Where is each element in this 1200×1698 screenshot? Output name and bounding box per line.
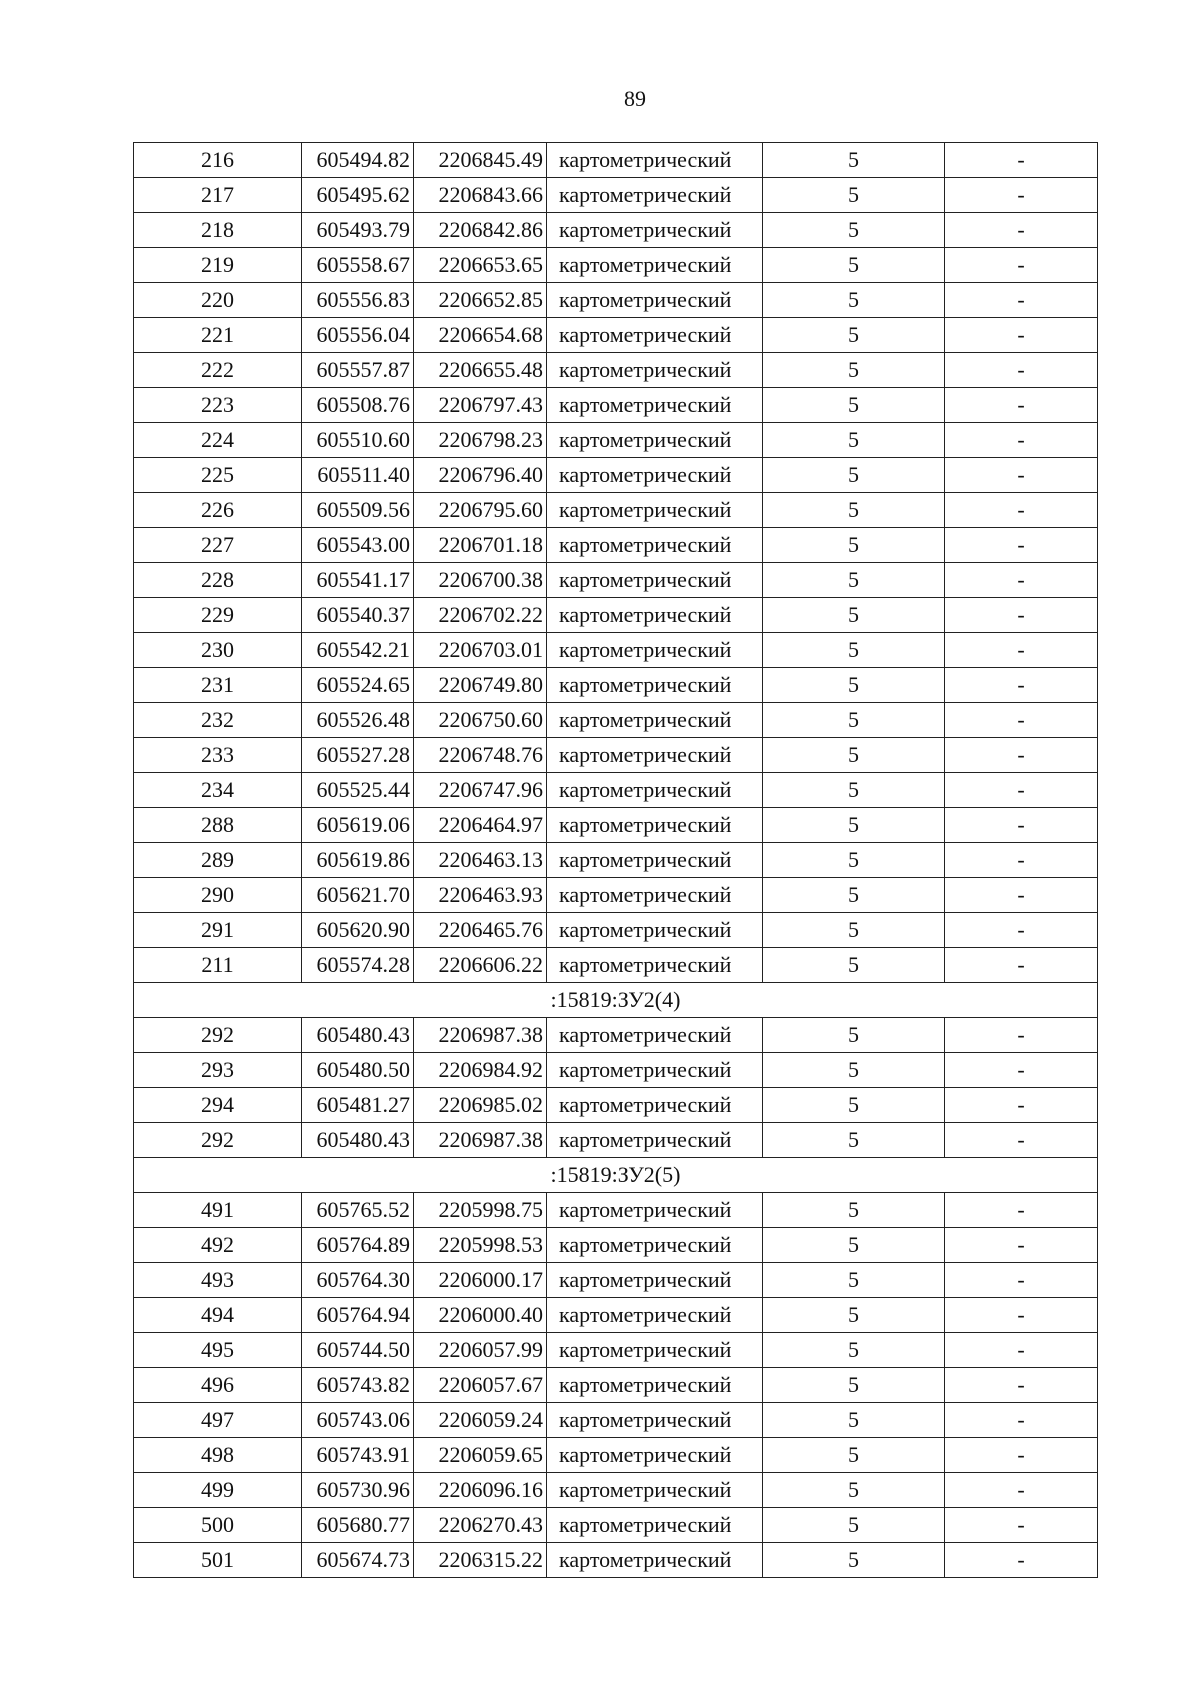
table-row (134, 1438, 1098, 1473)
x-coordinate-cell: 605541.17 (302, 563, 414, 598)
x-coordinate-cell: 605557.87 (302, 353, 414, 388)
y-coordinate-cell: 2206315.22 (414, 1543, 547, 1578)
y-coordinate-cell: 2206059.24 (414, 1403, 547, 1438)
y-coordinate-cell: 2206987.38 (414, 1018, 547, 1053)
table-row (134, 598, 1098, 633)
point-number-cell: 496 (134, 1368, 302, 1403)
table-row (134, 528, 1098, 563)
y-coordinate-cell: 2206702.22 (414, 598, 547, 633)
accuracy-cell: 5 (763, 808, 945, 843)
method-cell: картометрический (547, 1298, 763, 1333)
x-coordinate-cell: 605764.89 (302, 1228, 414, 1263)
table-row (134, 738, 1098, 773)
accuracy-cell: 5 (763, 1193, 945, 1228)
table-row (134, 633, 1098, 668)
x-coordinate-cell: 605542.21 (302, 633, 414, 668)
method-cell: картометрический (547, 1438, 763, 1473)
method-cell: картометрический (547, 283, 763, 318)
accuracy-cell: 5 (763, 668, 945, 703)
point-number-cell: 226 (134, 493, 302, 528)
method-cell: картометрический (547, 528, 763, 563)
method-cell: картометрический (547, 1123, 763, 1158)
y-coordinate-cell: 2206750.60 (414, 703, 547, 738)
method-cell: картометрический (547, 143, 763, 178)
x-coordinate-cell: 605621.70 (302, 878, 414, 913)
y-coordinate-cell: 2206606.22 (414, 948, 547, 983)
table-row (134, 1018, 1098, 1053)
accuracy-cell: 5 (763, 563, 945, 598)
accuracy-cell: 5 (763, 283, 945, 318)
note-cell: - (945, 843, 1098, 878)
accuracy-cell: 5 (763, 1403, 945, 1438)
note-cell: - (945, 598, 1098, 633)
note-cell: - (945, 1123, 1098, 1158)
note-cell: - (945, 913, 1098, 948)
table-row (134, 318, 1098, 353)
note-cell: - (945, 773, 1098, 808)
table-row (134, 1508, 1098, 1543)
x-coordinate-cell: 605558.67 (302, 248, 414, 283)
y-coordinate-cell: 2206463.13 (414, 843, 547, 878)
method-cell: картометрический (547, 773, 763, 808)
table-row (134, 668, 1098, 703)
note-cell: - (945, 738, 1098, 773)
point-number-cell: 223 (134, 388, 302, 423)
y-coordinate-cell: 2206096.16 (414, 1473, 547, 1508)
y-coordinate-cell: 2206984.92 (414, 1053, 547, 1088)
accuracy-cell: 5 (763, 633, 945, 668)
y-coordinate-cell: 2206749.80 (414, 668, 547, 703)
y-coordinate-cell: 2206057.99 (414, 1333, 547, 1368)
y-coordinate-cell: 2206985.02 (414, 1088, 547, 1123)
y-coordinate-cell: 2206701.18 (414, 528, 547, 563)
note-cell: - (945, 1543, 1098, 1578)
accuracy-cell: 5 (763, 1018, 945, 1053)
accuracy-cell: 5 (763, 1263, 945, 1298)
note-cell: - (945, 178, 1098, 213)
point-number-cell: 500 (134, 1508, 302, 1543)
point-number-cell: 289 (134, 843, 302, 878)
accuracy-cell: 5 (763, 1298, 945, 1333)
section-title: :15819:ЗУ2(5) (134, 1158, 1098, 1193)
point-number-cell: 230 (134, 633, 302, 668)
method-cell: картометрический (547, 1543, 763, 1578)
accuracy-cell: 5 (763, 1333, 945, 1368)
table-row (134, 1228, 1098, 1263)
x-coordinate-cell: 605493.79 (302, 213, 414, 248)
accuracy-cell: 5 (763, 843, 945, 878)
section-title: :15819:ЗУ2(4) (134, 983, 1098, 1018)
point-number-cell: 288 (134, 808, 302, 843)
method-cell: картометрический (547, 318, 763, 353)
y-coordinate-cell: 2206798.23 (414, 423, 547, 458)
note-cell: - (945, 1053, 1098, 1088)
point-number-cell: 292 (134, 1018, 302, 1053)
section-header-row (134, 1158, 1098, 1193)
x-coordinate-cell: 605574.28 (302, 948, 414, 983)
note-cell: - (945, 213, 1098, 248)
y-coordinate-cell: 2206842.86 (414, 213, 547, 248)
point-number-cell: 499 (134, 1473, 302, 1508)
table-row (134, 1193, 1098, 1228)
point-number-cell: 290 (134, 878, 302, 913)
method-cell: картометрический (547, 1228, 763, 1263)
point-number-cell: 225 (134, 458, 302, 493)
method-cell: картометрический (547, 458, 763, 493)
table-row (134, 248, 1098, 283)
table-row (134, 388, 1098, 423)
table-row (134, 283, 1098, 318)
x-coordinate-cell: 605743.82 (302, 1368, 414, 1403)
note-cell: - (945, 318, 1098, 353)
point-number-cell: 227 (134, 528, 302, 563)
y-coordinate-cell: 2206653.65 (414, 248, 547, 283)
y-coordinate-cell: 2206797.43 (414, 388, 547, 423)
accuracy-cell: 5 (763, 773, 945, 808)
note-cell: - (945, 388, 1098, 423)
method-cell: картометрический (547, 878, 763, 913)
y-coordinate-cell: 2206059.65 (414, 1438, 547, 1473)
point-number-cell: 220 (134, 283, 302, 318)
x-coordinate-cell: 605743.91 (302, 1438, 414, 1473)
y-coordinate-cell: 2206655.48 (414, 353, 547, 388)
note-cell: - (945, 458, 1098, 493)
x-coordinate-cell: 605480.43 (302, 1123, 414, 1158)
y-coordinate-cell: 2206000.40 (414, 1298, 547, 1333)
method-cell: картометрический (547, 493, 763, 528)
accuracy-cell: 5 (763, 1368, 945, 1403)
table-row (134, 1298, 1098, 1333)
method-cell: картометрический (547, 1403, 763, 1438)
coordinates-table-body (134, 143, 1098, 1578)
y-coordinate-cell: 2206748.76 (414, 738, 547, 773)
y-coordinate-cell: 2206463.93 (414, 878, 547, 913)
point-number-cell: 218 (134, 213, 302, 248)
x-coordinate-cell: 605481.27 (302, 1088, 414, 1123)
note-cell: - (945, 808, 1098, 843)
point-number-cell: 233 (134, 738, 302, 773)
x-coordinate-cell: 605480.43 (302, 1018, 414, 1053)
y-coordinate-cell: 2206464.97 (414, 808, 547, 843)
accuracy-cell: 5 (763, 143, 945, 178)
point-number-cell: 291 (134, 913, 302, 948)
y-coordinate-cell: 2206700.38 (414, 563, 547, 598)
note-cell: - (945, 1088, 1098, 1123)
x-coordinate-cell: 605730.96 (302, 1473, 414, 1508)
point-number-cell: 497 (134, 1403, 302, 1438)
x-coordinate-cell: 605510.60 (302, 423, 414, 458)
note-cell: - (945, 1508, 1098, 1543)
x-coordinate-cell: 605527.28 (302, 738, 414, 773)
note-cell: - (945, 248, 1098, 283)
x-coordinate-cell: 605556.83 (302, 283, 414, 318)
note-cell: - (945, 878, 1098, 913)
point-number-cell: 222 (134, 353, 302, 388)
accuracy-cell: 5 (763, 1088, 945, 1123)
accuracy-cell: 5 (763, 423, 945, 458)
note-cell: - (945, 668, 1098, 703)
method-cell: картометрический (547, 353, 763, 388)
point-number-cell: 217 (134, 178, 302, 213)
method-cell: картометрический (547, 1193, 763, 1228)
method-cell: картометрический (547, 1368, 763, 1403)
y-coordinate-cell: 2206270.43 (414, 1508, 547, 1543)
point-number-cell: 219 (134, 248, 302, 283)
note-cell: - (945, 1263, 1098, 1298)
note-cell: - (945, 948, 1098, 983)
accuracy-cell: 5 (763, 388, 945, 423)
y-coordinate-cell: 2205998.53 (414, 1228, 547, 1263)
y-coordinate-cell: 2206465.76 (414, 913, 547, 948)
accuracy-cell: 5 (763, 213, 945, 248)
point-number-cell: 216 (134, 143, 302, 178)
x-coordinate-cell: 605743.06 (302, 1403, 414, 1438)
y-coordinate-cell: 2206057.67 (414, 1368, 547, 1403)
point-number-cell: 492 (134, 1228, 302, 1263)
note-cell: - (945, 493, 1098, 528)
point-number-cell: 498 (134, 1438, 302, 1473)
note-cell: - (945, 703, 1098, 738)
note-cell: - (945, 1333, 1098, 1368)
method-cell: картометрический (547, 1508, 763, 1543)
y-coordinate-cell: 2206652.85 (414, 283, 547, 318)
x-coordinate-cell: 605674.73 (302, 1543, 414, 1578)
method-cell: картометрический (547, 808, 763, 843)
table-row (134, 1368, 1098, 1403)
x-coordinate-cell: 605526.48 (302, 703, 414, 738)
y-coordinate-cell: 2206845.49 (414, 143, 547, 178)
table-row (134, 878, 1098, 913)
note-cell: - (945, 1403, 1098, 1438)
x-coordinate-cell: 605508.76 (302, 388, 414, 423)
note-cell: - (945, 423, 1098, 458)
note-cell: - (945, 1438, 1098, 1473)
note-cell: - (945, 143, 1098, 178)
x-coordinate-cell: 605543.00 (302, 528, 414, 563)
accuracy-cell: 5 (763, 1228, 945, 1263)
accuracy-cell: 5 (763, 318, 945, 353)
method-cell: картометрический (547, 1333, 763, 1368)
accuracy-cell: 5 (763, 913, 945, 948)
x-coordinate-cell: 605619.86 (302, 843, 414, 878)
accuracy-cell: 5 (763, 493, 945, 528)
y-coordinate-cell: 2205998.75 (414, 1193, 547, 1228)
point-number-cell: 224 (134, 423, 302, 458)
point-number-cell: 294 (134, 1088, 302, 1123)
method-cell: картометрический (547, 1263, 763, 1298)
point-number-cell: 501 (134, 1543, 302, 1578)
x-coordinate-cell: 605764.30 (302, 1263, 414, 1298)
note-cell: - (945, 633, 1098, 668)
note-cell: - (945, 1018, 1098, 1053)
accuracy-cell: 5 (763, 878, 945, 913)
accuracy-cell: 5 (763, 248, 945, 283)
x-coordinate-cell: 605480.50 (302, 1053, 414, 1088)
method-cell: картометрический (547, 563, 763, 598)
x-coordinate-cell: 605495.62 (302, 178, 414, 213)
accuracy-cell: 5 (763, 1543, 945, 1578)
table-row (134, 563, 1098, 598)
method-cell: картометрический (547, 1018, 763, 1053)
table-row (134, 1333, 1098, 1368)
point-number-cell: 231 (134, 668, 302, 703)
accuracy-cell: 5 (763, 1508, 945, 1543)
table-row (134, 703, 1098, 738)
page-number: 89 (624, 86, 646, 111)
note-cell: - (945, 283, 1098, 318)
x-coordinate-cell: 605556.04 (302, 318, 414, 353)
table-row (134, 143, 1098, 178)
y-coordinate-cell: 2206795.60 (414, 493, 547, 528)
point-number-cell: 234 (134, 773, 302, 808)
accuracy-cell: 5 (763, 353, 945, 388)
method-cell: картометрический (547, 598, 763, 633)
accuracy-cell: 5 (763, 178, 945, 213)
x-coordinate-cell: 605764.94 (302, 1298, 414, 1333)
point-number-cell: 491 (134, 1193, 302, 1228)
method-cell: картометрический (547, 178, 763, 213)
method-cell: картометрический (547, 843, 763, 878)
y-coordinate-cell: 2206000.17 (414, 1263, 547, 1298)
note-cell: - (945, 1228, 1098, 1263)
table-row (134, 353, 1098, 388)
point-number-cell: 211 (134, 948, 302, 983)
table-row (134, 913, 1098, 948)
table-row (134, 458, 1098, 493)
accuracy-cell: 5 (763, 738, 945, 773)
x-coordinate-cell: 605524.65 (302, 668, 414, 703)
accuracy-cell: 5 (763, 528, 945, 563)
point-number-cell: 293 (134, 1053, 302, 1088)
y-coordinate-cell: 2206987.38 (414, 1123, 547, 1158)
method-cell: картометрический (547, 1088, 763, 1123)
x-coordinate-cell: 605680.77 (302, 1508, 414, 1543)
method-cell: картометрический (547, 738, 763, 773)
y-coordinate-cell: 2206747.96 (414, 773, 547, 808)
table-row (134, 1123, 1098, 1158)
note-cell: - (945, 563, 1098, 598)
note-cell: - (945, 1298, 1098, 1333)
method-cell: картометрический (547, 213, 763, 248)
method-cell: картометрический (547, 633, 763, 668)
table-row (134, 1263, 1098, 1298)
point-number-cell: 493 (134, 1263, 302, 1298)
table-row (134, 948, 1098, 983)
point-number-cell: 292 (134, 1123, 302, 1158)
method-cell: картометрический (547, 1053, 763, 1088)
accuracy-cell: 5 (763, 948, 945, 983)
accuracy-cell: 5 (763, 1123, 945, 1158)
table-row (134, 213, 1098, 248)
table-row (134, 773, 1098, 808)
section-header-row (134, 983, 1098, 1018)
method-cell: картометрический (547, 388, 763, 423)
x-coordinate-cell: 605509.56 (302, 493, 414, 528)
table-row (134, 423, 1098, 458)
x-coordinate-cell: 605511.40 (302, 458, 414, 493)
accuracy-cell: 5 (763, 1053, 945, 1088)
accuracy-cell: 5 (763, 458, 945, 493)
point-number-cell: 229 (134, 598, 302, 633)
x-coordinate-cell: 605494.82 (302, 143, 414, 178)
y-coordinate-cell: 2206843.66 (414, 178, 547, 213)
x-coordinate-cell: 605765.52 (302, 1193, 414, 1228)
table-row (134, 1543, 1098, 1578)
table-row (134, 1403, 1098, 1438)
method-cell: картометрический (547, 948, 763, 983)
x-coordinate-cell: 605525.44 (302, 773, 414, 808)
accuracy-cell: 5 (763, 703, 945, 738)
accuracy-cell: 5 (763, 1438, 945, 1473)
table-row (134, 1053, 1098, 1088)
point-number-cell: 221 (134, 318, 302, 353)
coordinates-table (133, 142, 1098, 1578)
method-cell: картометрический (547, 248, 763, 283)
method-cell: картометрический (547, 1473, 763, 1508)
accuracy-cell: 5 (763, 598, 945, 633)
table-row (134, 178, 1098, 213)
method-cell: картометрический (547, 668, 763, 703)
x-coordinate-cell: 605744.50 (302, 1333, 414, 1368)
note-cell: - (945, 1193, 1098, 1228)
x-coordinate-cell: 605620.90 (302, 913, 414, 948)
accuracy-cell: 5 (763, 1473, 945, 1508)
x-coordinate-cell: 605619.06 (302, 808, 414, 843)
note-cell: - (945, 353, 1098, 388)
y-coordinate-cell: 2206796.40 (414, 458, 547, 493)
y-coordinate-cell: 2206654.68 (414, 318, 547, 353)
point-number-cell: 228 (134, 563, 302, 598)
table-row (134, 1088, 1098, 1123)
method-cell: картометрический (547, 703, 763, 738)
table-row (134, 843, 1098, 878)
x-coordinate-cell: 605540.37 (302, 598, 414, 633)
y-coordinate-cell: 2206703.01 (414, 633, 547, 668)
point-number-cell: 232 (134, 703, 302, 738)
table-row (134, 1473, 1098, 1508)
table-row (134, 808, 1098, 843)
point-number-cell: 495 (134, 1333, 302, 1368)
point-number-cell: 494 (134, 1298, 302, 1333)
note-cell: - (945, 1368, 1098, 1403)
note-cell: - (945, 1473, 1098, 1508)
method-cell: картометрический (547, 423, 763, 458)
table-row (134, 493, 1098, 528)
method-cell: картометрический (547, 913, 763, 948)
note-cell: - (945, 528, 1098, 563)
